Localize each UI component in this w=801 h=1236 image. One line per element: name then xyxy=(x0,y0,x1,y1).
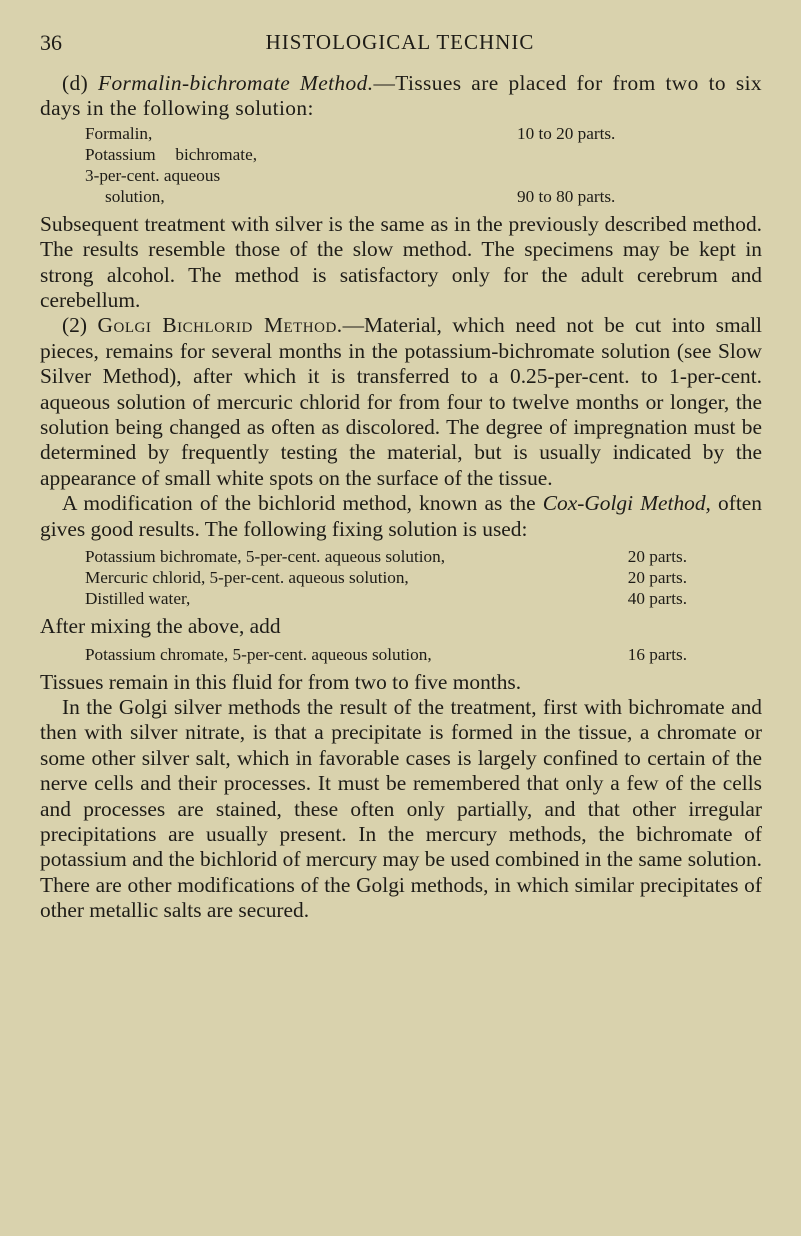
paragraph-golgi-silver-methods: In the Golgi silver methods the result of the treatment, first with bichromate and then with silver nitrate, is that a precipitate is formed in the tissue, a chromate or some other silver salt, which in favorable cases is largely confined to certain of the nerve cells and their processes. It must be remembered that only a few of the cells and processes are stained, these often only partially, and that other irregular precipitations are usually present. In the mercury methods, the bichromate of potassium and the bichlorid of mercury may be used combined in the same solution. There are other modifications of the Golgi methods, in which similar precipitates of other metallic salts are secured. xyxy=(40,694,762,923)
paragraph-formalin-bichromate xyxy=(40,71,762,122)
section-label: (d) xyxy=(62,71,98,95)
paragraph-golgi-bichlorid xyxy=(40,313,762,491)
ingredient-name: Potassium chromate, 5-per-cent. aqueous solution, xyxy=(85,644,432,664)
solution-recipe xyxy=(40,123,689,207)
ingredient-quantity: 10 to 20 parts. xyxy=(517,123,616,143)
ingredient-quantity: 90 to 80 parts. xyxy=(517,186,616,206)
ingredient-name: Formalin, xyxy=(85,123,153,143)
running-title: HISTOLOGICAL TECHNIC xyxy=(265,30,535,54)
method-title: Formalin-bichromate Method. xyxy=(97,71,374,95)
ingredient-name: Potassium bichromate, 5-per-cent. aqueous solution, xyxy=(85,547,446,567)
paragraph-subsequent-treatment: Subsequent treatment with silver is the same as in the previously described method. The results resemble those of the slow method. The specimens may be kept in strong alcohol. The method is satisfactory only for the adult cerebrum and cerebellum. xyxy=(40,211,762,313)
paragraph-tissues-remain: Tissues remain in this fluid for from two to five months. xyxy=(40,669,522,694)
ingredient-name: Potassium bichromate, 3-per-cent. aqueous xyxy=(85,144,257,185)
recipe-row xyxy=(85,144,689,186)
recipe-row xyxy=(85,123,689,144)
page-body xyxy=(40,71,762,924)
ingredient-name: Mercuric chlorid, 5-per-cent. aqueous solution, xyxy=(85,568,409,588)
paragraph-after-mixing: After mixing the above, add xyxy=(40,614,281,639)
fixing-solution-recipe xyxy=(40,546,687,609)
ingredient-name: solution, xyxy=(105,186,165,206)
ingredient-quantity: 20 parts. xyxy=(627,547,687,567)
section-number: (2) xyxy=(62,313,98,338)
ingredient-quantity: 16 parts. xyxy=(627,644,687,664)
ingredient-quantity: 20 parts. xyxy=(627,568,687,588)
recipe-row xyxy=(85,644,687,665)
paragraph-text: —Tissues are placed for from two to six days in the following solution: xyxy=(40,71,763,121)
ingredient-name: Distilled water, xyxy=(85,589,191,609)
paragraph-text: often gives good results. The following fixing solution is used: xyxy=(40,491,762,541)
method-title: Cox-Golgi Method, xyxy=(542,491,711,516)
method-title: Golgi Bichlorid Method. xyxy=(97,313,343,338)
recipe-row xyxy=(85,567,687,588)
paragraph-text: —Material, which need not be cut into small pieces, remains for several months in the potassium-bichromate solution (see Slow Silver Method), after which it is transferred to a 0.25-per-cent. to 1-per-cent. aqueous solution of mercuric chlorid for from four to twelve months or longer, the solution being changed as often as discolored. The degree of impregnation must be determined by frequently testing the material, but is usually indicated by the appearance of small white spots on the surface of the tissue. xyxy=(40,313,762,490)
recipe-row xyxy=(85,546,687,567)
recipe-row xyxy=(85,186,689,207)
running-header xyxy=(40,30,760,60)
page-number: 36 xyxy=(40,30,62,55)
paragraph-text: A modification of the bichlorid method, known as the xyxy=(62,491,543,516)
paragraph-cox-golgi xyxy=(40,491,762,542)
additive-recipe xyxy=(40,644,687,665)
recipe-row xyxy=(85,588,687,609)
ingredient-quantity: 40 parts. xyxy=(627,589,687,609)
